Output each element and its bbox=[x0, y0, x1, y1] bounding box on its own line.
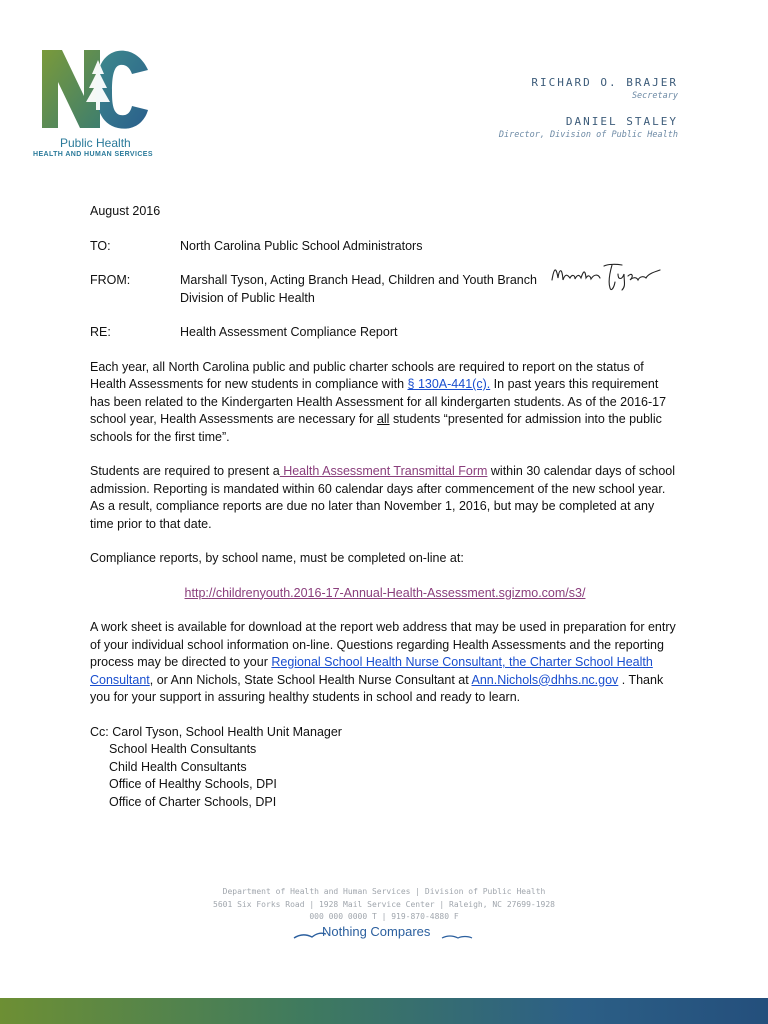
from-line-1: Marshall Tyson, Acting Branch Head, Children and Youth Branch bbox=[180, 273, 537, 287]
email-link[interactable]: Ann.Nichols@dhhs.nc.gov bbox=[471, 672, 619, 687]
statute-link[interactable]: § 130A-441(c). bbox=[407, 377, 491, 391]
p1-emphasis: all bbox=[376, 412, 390, 426]
paragraph-2 bbox=[90, 463, 680, 533]
nc-public-health-logo bbox=[30, 44, 170, 164]
transmittal-form-link[interactable]: Health Assessment Transmittal Form bbox=[279, 464, 488, 478]
brand-text: Nothing Compares bbox=[322, 924, 431, 939]
paragraph-3: Compliance reports, by school name, must be completed on-line at: bbox=[90, 551, 464, 565]
nc-logo-icon bbox=[40, 44, 152, 130]
to-value: North Carolina Public School Administrators bbox=[180, 238, 423, 253]
p2-text-b: within 30 calendar days of school admission. Reporting is mandated within 60 calendar days after commencement of the new school year. As a result, compliance reports are due no later than November 1, 2016, but may be completed at any time prior to that date. bbox=[90, 464, 676, 531]
footer-line-2: 5601 Six Forks Road | 1928 Mail Service Center | Raleigh, NC 27699-1928 bbox=[213, 899, 555, 909]
to-label: TO: bbox=[90, 238, 111, 253]
re-value: Health Assessment Compliance Report bbox=[180, 325, 398, 339]
logo-title: Public Health bbox=[60, 136, 131, 150]
p1-text-a: Each year, all North Carolina public and public charter schools are required to report on the status of Health Assessments for new students in compliance with bbox=[90, 359, 644, 391]
p4-text-a: A work sheet is available for download at the report web address that may be used in preparation for entry of your individual school information on-line. Questions regarding Health Assessments and the reporting process may be directed to your bbox=[90, 620, 676, 669]
paragraph-1 bbox=[90, 359, 680, 447]
cc-item: School Health Consultants bbox=[109, 742, 257, 756]
footer-address bbox=[0, 886, 768, 924]
cc-item: Office of Charter Schools, DPI bbox=[109, 794, 277, 809]
re-label: RE: bbox=[90, 325, 111, 339]
from-value bbox=[180, 272, 537, 307]
cc-list bbox=[90, 724, 680, 812]
from-row bbox=[90, 272, 680, 307]
officials-block bbox=[499, 76, 678, 140]
p1-text-b: In past years this requirement has been related to the Kindergarten Health Assessment for all kindergarten students. As of the 2016-17 school year, Health Assessments are necessary for bbox=[90, 377, 667, 426]
report-url-link[interactable]: http://childrenyouth.2016-17-Annual-Health-Assessment.sgizmo.com/s3/ bbox=[184, 585, 586, 600]
p2-text-a: Students are required to present a bbox=[90, 464, 280, 478]
director-role: Director, Division of Public Health bbox=[498, 130, 678, 140]
footer-line-1: Department of Health and Human Services | Division of Public Health bbox=[222, 887, 546, 896]
p4-text-b: , or Ann Nichols, State School Health Nurse Consultant at bbox=[149, 672, 472, 687]
consultant-link[interactable]: Regional School Health Nurse Consultant, the Charter School Health Consultant bbox=[90, 655, 653, 687]
from-line-2: Division of Public Health bbox=[180, 290, 315, 305]
cc-item: Child Health Consultants bbox=[109, 759, 247, 774]
nothing-compares-logo bbox=[292, 920, 476, 944]
p1-text-c: students “presented for admission into the public schools for the first time”. bbox=[90, 412, 662, 444]
re-row bbox=[90, 324, 680, 342]
director-name: DANIEL STALEY bbox=[565, 115, 678, 128]
secretary-role: Secretary bbox=[631, 91, 678, 101]
cc-first: Cc: Carol Tyson, School Health Unit Manager bbox=[90, 724, 342, 739]
letter-body bbox=[90, 203, 680, 811]
letter-date: August 2016 bbox=[90, 204, 161, 218]
bottom-gradient-bar bbox=[0, 998, 768, 1024]
footer-line-3: 000 000 0000 T | 919-870-4880 F bbox=[309, 912, 459, 921]
from-label: FROM: bbox=[90, 273, 131, 287]
secretary-name: RICHARD O. BRAJER bbox=[531, 76, 678, 89]
paragraph-4 bbox=[90, 619, 680, 707]
cc-item: Office of Healthy Schools, DPI bbox=[109, 777, 277, 791]
p4-text-c: . Thank you for your support in assuring healthy students in school and ready to learn. bbox=[90, 672, 664, 704]
url-line bbox=[90, 585, 680, 603]
logo-subtitle: HEALTH AND HUMAN SERVICES bbox=[33, 151, 153, 158]
to-row bbox=[90, 238, 680, 256]
